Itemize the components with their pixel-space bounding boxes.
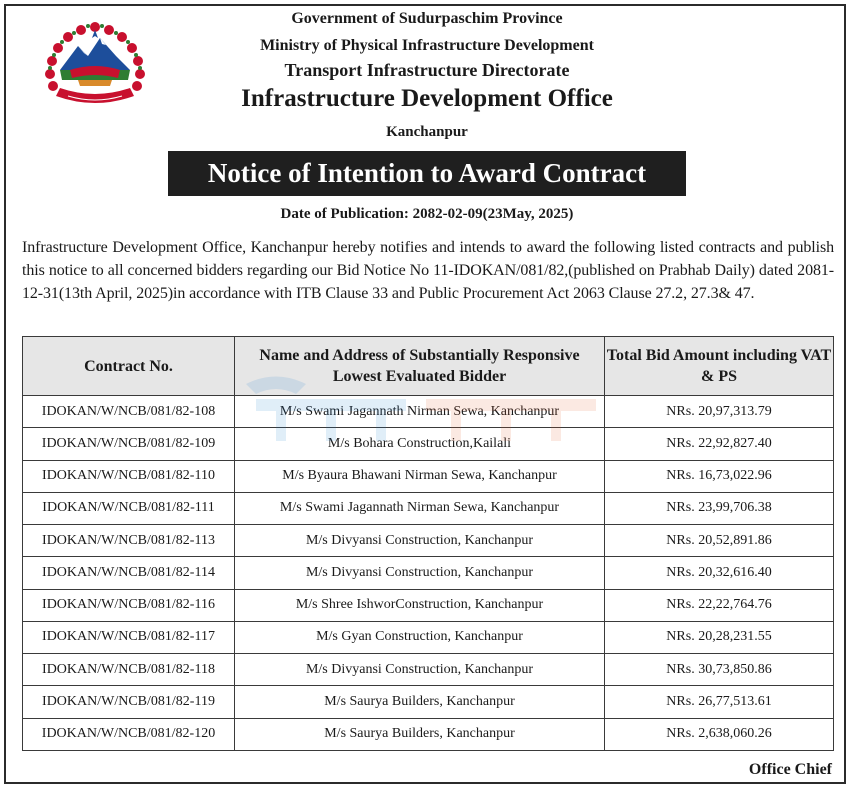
bidder-cell: M/s Bohara Construction,Kailali bbox=[235, 428, 605, 460]
bidder-header: Name and Address of Substantially Responsive Lowest Evaluated Bidder bbox=[235, 337, 605, 396]
contract-no-cell: IDOKAN/W/NCB/081/82-119 bbox=[23, 686, 235, 718]
contract-no-cell: IDOKAN/W/NCB/081/82-109 bbox=[23, 428, 235, 460]
contract-no-cell: IDOKAN/W/NCB/081/82-110 bbox=[23, 460, 235, 492]
notice-body: Infrastructure Development Office, Kanchanpur hereby notifies and intends to award the following listed contracts and publish this notice to all concerned bidders regarding our Bid Notice No 11-IDOKAN/081/82,(published on Prabhab Daily) dated 2081-12-31(13th April, 2025)in accordance with ITB Clause 33 and Public Procurement Act 2063 Clause 27.2, 27.3& 47. bbox=[22, 239, 834, 302]
government-line: Government of Sudurpaschim Province bbox=[291, 10, 563, 27]
publication-date: Date of Publication: 2082-02-09(23May, 2025) bbox=[280, 206, 574, 222]
table-row bbox=[23, 621, 834, 653]
bidder-cell: M/s Saurya Builders, Kanchanpur bbox=[235, 718, 605, 750]
table-row bbox=[23, 654, 834, 686]
office-title: Infrastructure Development Office bbox=[241, 85, 613, 112]
amount-cell: NRs. 20,97,313.79 bbox=[605, 396, 834, 428]
table-row bbox=[23, 492, 834, 524]
amount-cell: NRs. 20,52,891.86 bbox=[605, 525, 834, 557]
table-header-row bbox=[23, 337, 834, 396]
contract-no-cell: IDOKAN/W/NCB/081/82-120 bbox=[23, 718, 235, 750]
notice-title: Notice of Intention to Award Contract bbox=[207, 158, 647, 188]
amount-cell: NRs. 30,73,850.86 bbox=[605, 654, 834, 686]
bidder-cell: M/s Divyansi Construction, Kanchanpur bbox=[235, 525, 605, 557]
amount-cell: NRs. 26,77,513.61 bbox=[605, 686, 834, 718]
contract-no-cell: IDOKAN/W/NCB/081/82-116 bbox=[23, 589, 235, 621]
bidder-cell: M/s Swami Jagannath Nirman Sewa, Kanchanpur bbox=[235, 396, 605, 428]
table-row bbox=[23, 428, 834, 460]
table-row bbox=[23, 589, 834, 621]
table-row bbox=[23, 557, 834, 589]
bidder-cell: M/s Divyansi Construction, Kanchanpur bbox=[235, 557, 605, 589]
amount-header: Total Bid Amount including VAT & PS bbox=[605, 337, 834, 396]
amount-cell: NRs. 20,28,231.55 bbox=[605, 621, 834, 653]
bidder-cell: M/s Divyansi Construction, Kanchanpur bbox=[235, 654, 605, 686]
table-row bbox=[23, 686, 834, 718]
amount-cell: NRs. 16,73,022.96 bbox=[605, 460, 834, 492]
contract-no-cell: IDOKAN/W/NCB/081/82-118 bbox=[23, 654, 235, 686]
contract-no-cell: IDOKAN/W/NCB/081/82-113 bbox=[23, 525, 235, 557]
amount-cell: NRs. 23,99,706.38 bbox=[605, 492, 834, 524]
bidder-cell: M/s Saurya Builders, Kanchanpur bbox=[235, 686, 605, 718]
amount-cell: NRs. 2,638,060.26 bbox=[605, 718, 834, 750]
signoff-office-chief: Office Chief bbox=[748, 761, 832, 778]
contract-award-table bbox=[22, 336, 834, 751]
notice-title-banner bbox=[168, 151, 686, 196]
table-row bbox=[23, 718, 834, 750]
amount-cell: NRs. 22,92,827.40 bbox=[605, 428, 834, 460]
contract-no-cell: IDOKAN/W/NCB/081/82-114 bbox=[23, 557, 235, 589]
table-row bbox=[23, 396, 834, 428]
table-row bbox=[23, 525, 834, 557]
bidder-cell: M/s Gyan Construction, Kanchanpur bbox=[235, 621, 605, 653]
amount-cell: NRs. 22,22,764.76 bbox=[605, 589, 834, 621]
district-name: Kanchanpur bbox=[386, 124, 468, 140]
contract-no-header: Contract No. bbox=[23, 337, 235, 396]
ministry-line: Ministry of Physical Infrastructure Development bbox=[260, 37, 594, 54]
amount-cell: NRs. 20,32,616.40 bbox=[605, 557, 834, 589]
contract-no-cell: IDOKAN/W/NCB/081/82-108 bbox=[23, 396, 235, 428]
bidder-cell: M/s Byaura Bhawani Nirman Sewa, Kanchanpur bbox=[235, 460, 605, 492]
bidder-cell: M/s Swami Jagannath Nirman Sewa, Kanchanpur bbox=[235, 492, 605, 524]
bidder-cell: M/s Shree IshworConstruction, Kanchanpur bbox=[235, 589, 605, 621]
table-row bbox=[23, 460, 834, 492]
contract-no-cell: IDOKAN/W/NCB/081/82-117 bbox=[23, 621, 235, 653]
directorate-line: Transport Infrastructure Directorate bbox=[284, 60, 570, 80]
contract-no-cell: IDOKAN/W/NCB/081/82-111 bbox=[23, 492, 235, 524]
